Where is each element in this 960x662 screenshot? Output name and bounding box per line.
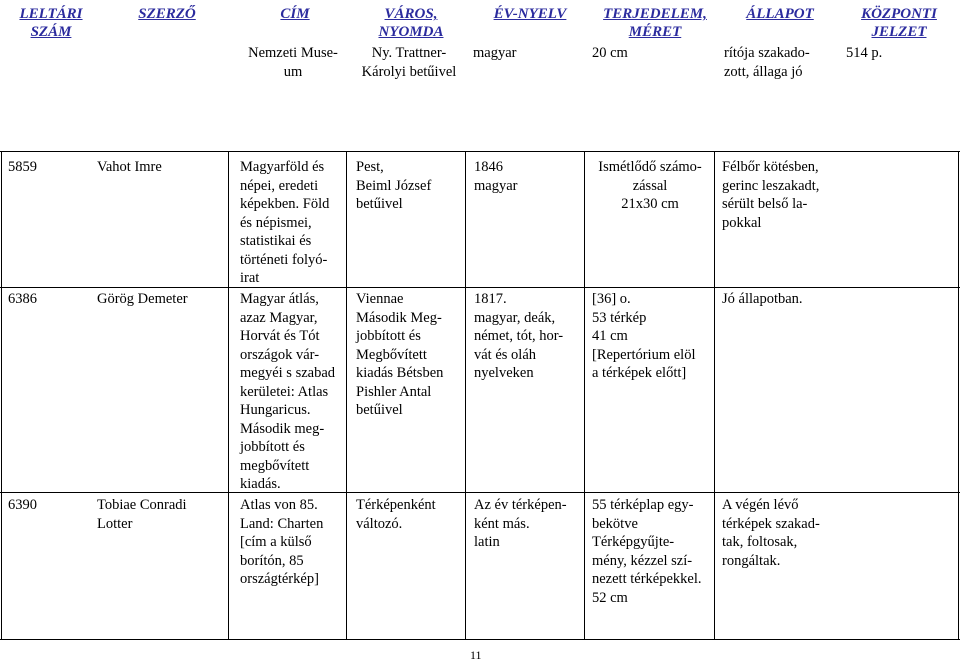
row-size: [36] o. 53 térkép 41 cm [Repertórium elöl a térképek előtt] — [592, 291, 696, 381]
header-year-language: ÉV-NYELV — [493, 6, 567, 22]
row-title: Magyarföld és népei, eredeti képekben. Föld és népismei, statistikai és történeti folyó- irat — [240, 159, 330, 286]
top-state: rítója szakado- zott, állaga jó — [724, 45, 810, 80]
top-owner: Nemzeti Muse- um — [248, 45, 338, 80]
top-printer: Ny. Trattner- Károlyi betűivel — [361, 45, 457, 80]
row-inventory-number: 6386 — [8, 291, 37, 307]
table-border-bottom — [0, 639, 960, 640]
row-inventory-number: 5859 — [8, 159, 37, 175]
header-state: ÁLLAPOT — [746, 6, 814, 22]
top-size: 20 cm — [592, 45, 628, 61]
row-city-printer: Viennae Második Meg- jobbított és Megbővített kiadás Bétsben Pishler Antal betűivel — [356, 291, 444, 418]
row-divider — [0, 492, 960, 493]
header-title: CÍM — [280, 6, 310, 22]
row-title: Magyar átlás, azaz Magyar, Horvát és Tót országok vár- megyéi s szabad kerületei: Atlas Hungaricus. Második meg- jobbított és megbővített kiadás. — [240, 291, 336, 492]
row-state: Félbőr kötésben, gerinc leszakadt, sérült belső la- pokkal — [722, 159, 820, 231]
row-size: 55 térképlap egy- bekötve Térképgyűjte- mény, kézzel szí- nezett térképekkel. 52 cm — [592, 497, 702, 606]
row-year-language: Az év térképen- ként más. latin — [474, 497, 567, 550]
row-city-printer: Térképenként változó. — [356, 497, 436, 532]
page-number: 11 — [470, 648, 482, 662]
header-size: TERJEDELEM, MÉRET — [603, 6, 707, 40]
col-divider — [228, 151, 229, 640]
row-state: A végén lévő térképek szakad- tak, foltosak, rongáltak. — [722, 497, 820, 569]
top-language: magyar — [473, 45, 517, 61]
row-author: Görög Demeter — [97, 291, 188, 307]
col-divider — [346, 151, 347, 640]
col-divider — [465, 151, 466, 640]
table-border-top — [0, 151, 960, 152]
row-title: Atlas von 85. Land: Charten [cím a külső borítón, 85 országtérkép] — [240, 497, 324, 587]
row-state: Jó állapotban. — [722, 291, 803, 307]
header-shelf-mark: KÖZPONTI JELZET — [861, 6, 937, 40]
top-pages: 514 p. — [846, 45, 883, 61]
row-inventory-number: 6390 — [8, 497, 37, 513]
header-inventory-number: LELTÁRI SZÁM — [19, 6, 83, 40]
row-author: Vahot Imre — [97, 159, 162, 175]
header-author: SZERZŐ — [138, 6, 196, 22]
row-divider — [0, 287, 960, 288]
row-city-printer: Pest, Beiml József betűivel — [356, 159, 432, 212]
row-size: Ismétlődő számo- zással 21x30 cm — [598, 159, 702, 212]
row-author: Tobiae Conradi Lotter — [97, 497, 187, 532]
table-border-right — [958, 151, 959, 640]
row-year-language: 1817. magyar, deák, német, tót, hor- vát és oláh nyelveken — [474, 291, 564, 381]
row-year-language: 1846 magyar — [474, 159, 518, 194]
col-divider — [714, 151, 715, 640]
table-border-left — [1, 151, 2, 640]
col-divider — [584, 151, 585, 640]
header-city-printer: VÁROS, NYOMDA — [378, 6, 444, 40]
